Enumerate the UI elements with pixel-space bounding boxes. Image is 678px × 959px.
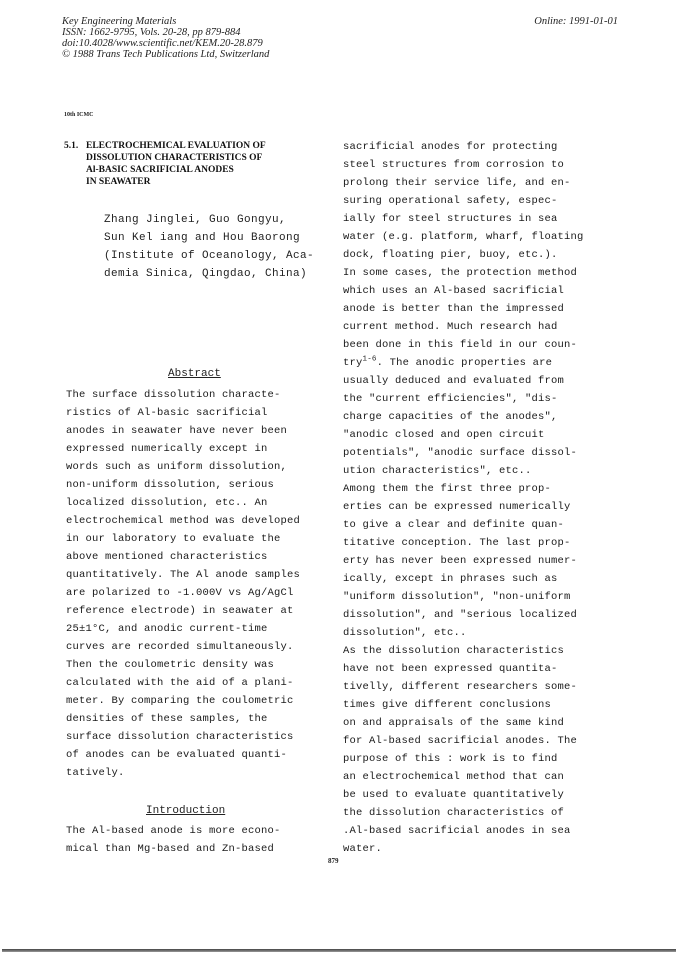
- body-line: to give a clear and definite quan-: [343, 519, 565, 531]
- abstract-line: above mentioned characteristics: [66, 551, 268, 563]
- body-line: ution characteristics", etc..: [343, 465, 532, 477]
- body-line: been done in this field in our coun-: [343, 339, 578, 351]
- journal-header: [62, 16, 269, 60]
- body-line: In some cases, the protection method: [343, 267, 578, 279]
- abstract-line: quantitatively. The Al anode samples: [66, 569, 301, 581]
- body-line: dock, floating pier, buoy, etc.).: [343, 249, 558, 261]
- author-line: Sun Kel iang and Hou Baorong: [104, 232, 301, 244]
- body-line: potentials", "anodic surface dissol-: [343, 447, 578, 459]
- title-line: Al-BASIC SACRIFICIAL ANODES: [86, 165, 234, 175]
- body-line: sacrificial anodes for protecting: [343, 141, 558, 153]
- abstract-body: [66, 386, 300, 782]
- affiliation-line: (Institute of Oceanology, Aca-: [104, 250, 315, 262]
- abstract-line: in our laboratory to evaluate the: [66, 533, 281, 545]
- body-line: As the dissolution characteristics: [343, 645, 565, 657]
- citation-superscript: 1-6: [362, 355, 377, 364]
- bottom-rule: [2, 949, 676, 952]
- journal-issn: ISSN: 1662-9795, Vols. 20-28, pp 879-884: [62, 27, 241, 38]
- abstract-line: are polarized to -1.000V vs Ag/AgCl: [66, 587, 294, 599]
- body-line: erties can be expressed numerically: [343, 501, 571, 513]
- author-line: Zhang Jinglei, Guo Gongyu,: [104, 214, 287, 226]
- introduction-body: [66, 822, 281, 858]
- body-line: water.: [343, 843, 383, 855]
- body-line: dissolution", and "serious localized: [343, 609, 578, 621]
- body-line: for Al-based sacrificial anodes. The: [343, 735, 578, 747]
- page-number: 879: [328, 857, 339, 865]
- body-line: dissolution", etc..: [343, 627, 467, 639]
- abstract-line: calculated with the aid of a plani-: [66, 677, 294, 689]
- online-date: Online: 1991-01-01: [534, 16, 618, 27]
- affiliation-line: demia Sinica, Qingdao, China): [104, 268, 308, 280]
- abstract-line: surface dissolution characteristics: [66, 731, 294, 743]
- body-line: times give different conclusions: [343, 699, 552, 711]
- body-line: charge capacities of the anodes",: [343, 411, 558, 423]
- body-line: Among them the first three prop-: [343, 483, 552, 495]
- body-line: anode is better than the impressed: [343, 303, 565, 315]
- abstract-line: words such as uniform dissolution,: [66, 461, 288, 473]
- body-line: ically, except in phrases such as: [343, 573, 558, 585]
- abstract-line: densities of these samples, the: [66, 713, 268, 725]
- section-number: 5.1.: [64, 141, 79, 151]
- abstract-line: meter. By comparing the coulometric: [66, 695, 294, 707]
- body-line: tivelly, different researchers some-: [343, 681, 578, 693]
- body-line: water (e.g. platform, wharf, floating: [343, 231, 584, 243]
- journal-copyright: © 1988 Trans Tech Publications Ltd, Switzerland: [62, 49, 270, 60]
- body-line: which uses an Al-based sacrificial: [343, 285, 565, 297]
- introduction-heading: Introduction: [146, 805, 226, 817]
- title-line: ELECTROCHEMICAL EVALUATION OF: [86, 141, 266, 151]
- conference-label: 10th ICMC: [64, 112, 94, 118]
- body-line: titative conception. The last prop-: [343, 537, 571, 549]
- intro-line: mical than Mg-based and Zn-based: [66, 843, 275, 855]
- abstract-heading: Abstract: [168, 368, 221, 380]
- body-line: steel structures from corrosion to: [343, 159, 565, 171]
- body-line-with-citation: try$^{1-6}$. The anodic properties are: [343, 355, 553, 369]
- body-line: have not been expressed quantita-: [343, 663, 558, 675]
- abstract-line: Then the coulometric density was: [66, 659, 275, 671]
- title-line: IN SEAWATER: [86, 177, 151, 187]
- abstract-line: anodes in seawater have never been: [66, 425, 288, 437]
- intro-line: The Al-based anode is more econo-: [66, 825, 281, 837]
- body-line: on and appraisals of the same kind: [343, 717, 565, 729]
- abstract-line: of anodes can be evaluated quanti-: [66, 749, 288, 761]
- body-line: suring operational safety, espec-: [343, 195, 558, 207]
- abstract-line: tatively.: [66, 767, 125, 779]
- body-line: the dissolution characteristics of: [343, 807, 565, 819]
- body-line: ially for steel structures in sea: [343, 213, 558, 225]
- author-block: [104, 211, 326, 283]
- body-line: be used to evaluate quantitatively: [343, 789, 565, 801]
- abstract-line: electrochemical method was developed: [66, 515, 301, 527]
- abstract-line: The surface dissolution characte-: [66, 389, 281, 401]
- body-line: "uniform dissolution", "non-uniform: [343, 591, 571, 603]
- paper-title: [64, 140, 314, 188]
- title-line: DISSOLUTION CHARACTERISTICS OF: [86, 153, 263, 163]
- body-line: erty has never been expressed numer-: [343, 555, 578, 567]
- body-line: current method. Much research had: [343, 321, 558, 333]
- journal-name: Key Engineering Materials: [62, 16, 177, 27]
- journal-doi[interactable]: doi:10.4028/www.scientific.net/KEM.20-28.879: [62, 38, 263, 49]
- body-line: the "current efficiencies", "dis-: [343, 393, 558, 405]
- abstract-line: 25±1°C, and anodic current-time: [66, 623, 268, 635]
- body-line: "anodic closed and open circuit: [343, 429, 545, 441]
- abstract-line: localized dissolution, etc.. An: [66, 497, 268, 509]
- body-line: prolong their service life, and en-: [343, 177, 571, 189]
- abstract-line: reference electrode) in seawater at: [66, 605, 294, 617]
- body-line: usually deduced and evaluated from: [343, 375, 565, 387]
- abstract-line: non-uniform dissolution, serious: [66, 479, 275, 491]
- abstract-line: expressed numerically except in: [66, 443, 268, 455]
- abstract-line: ristics of Al-basic sacrificial: [66, 407, 268, 419]
- body-line: an electrochemical method that can: [343, 771, 565, 783]
- body-line: .Al-based sacrificial anodes in sea: [343, 825, 571, 837]
- abstract-line: curves are recorded simultaneously.: [66, 641, 294, 653]
- right-column-body: [343, 138, 584, 858]
- body-line: purpose of this : work is to find: [343, 753, 558, 765]
